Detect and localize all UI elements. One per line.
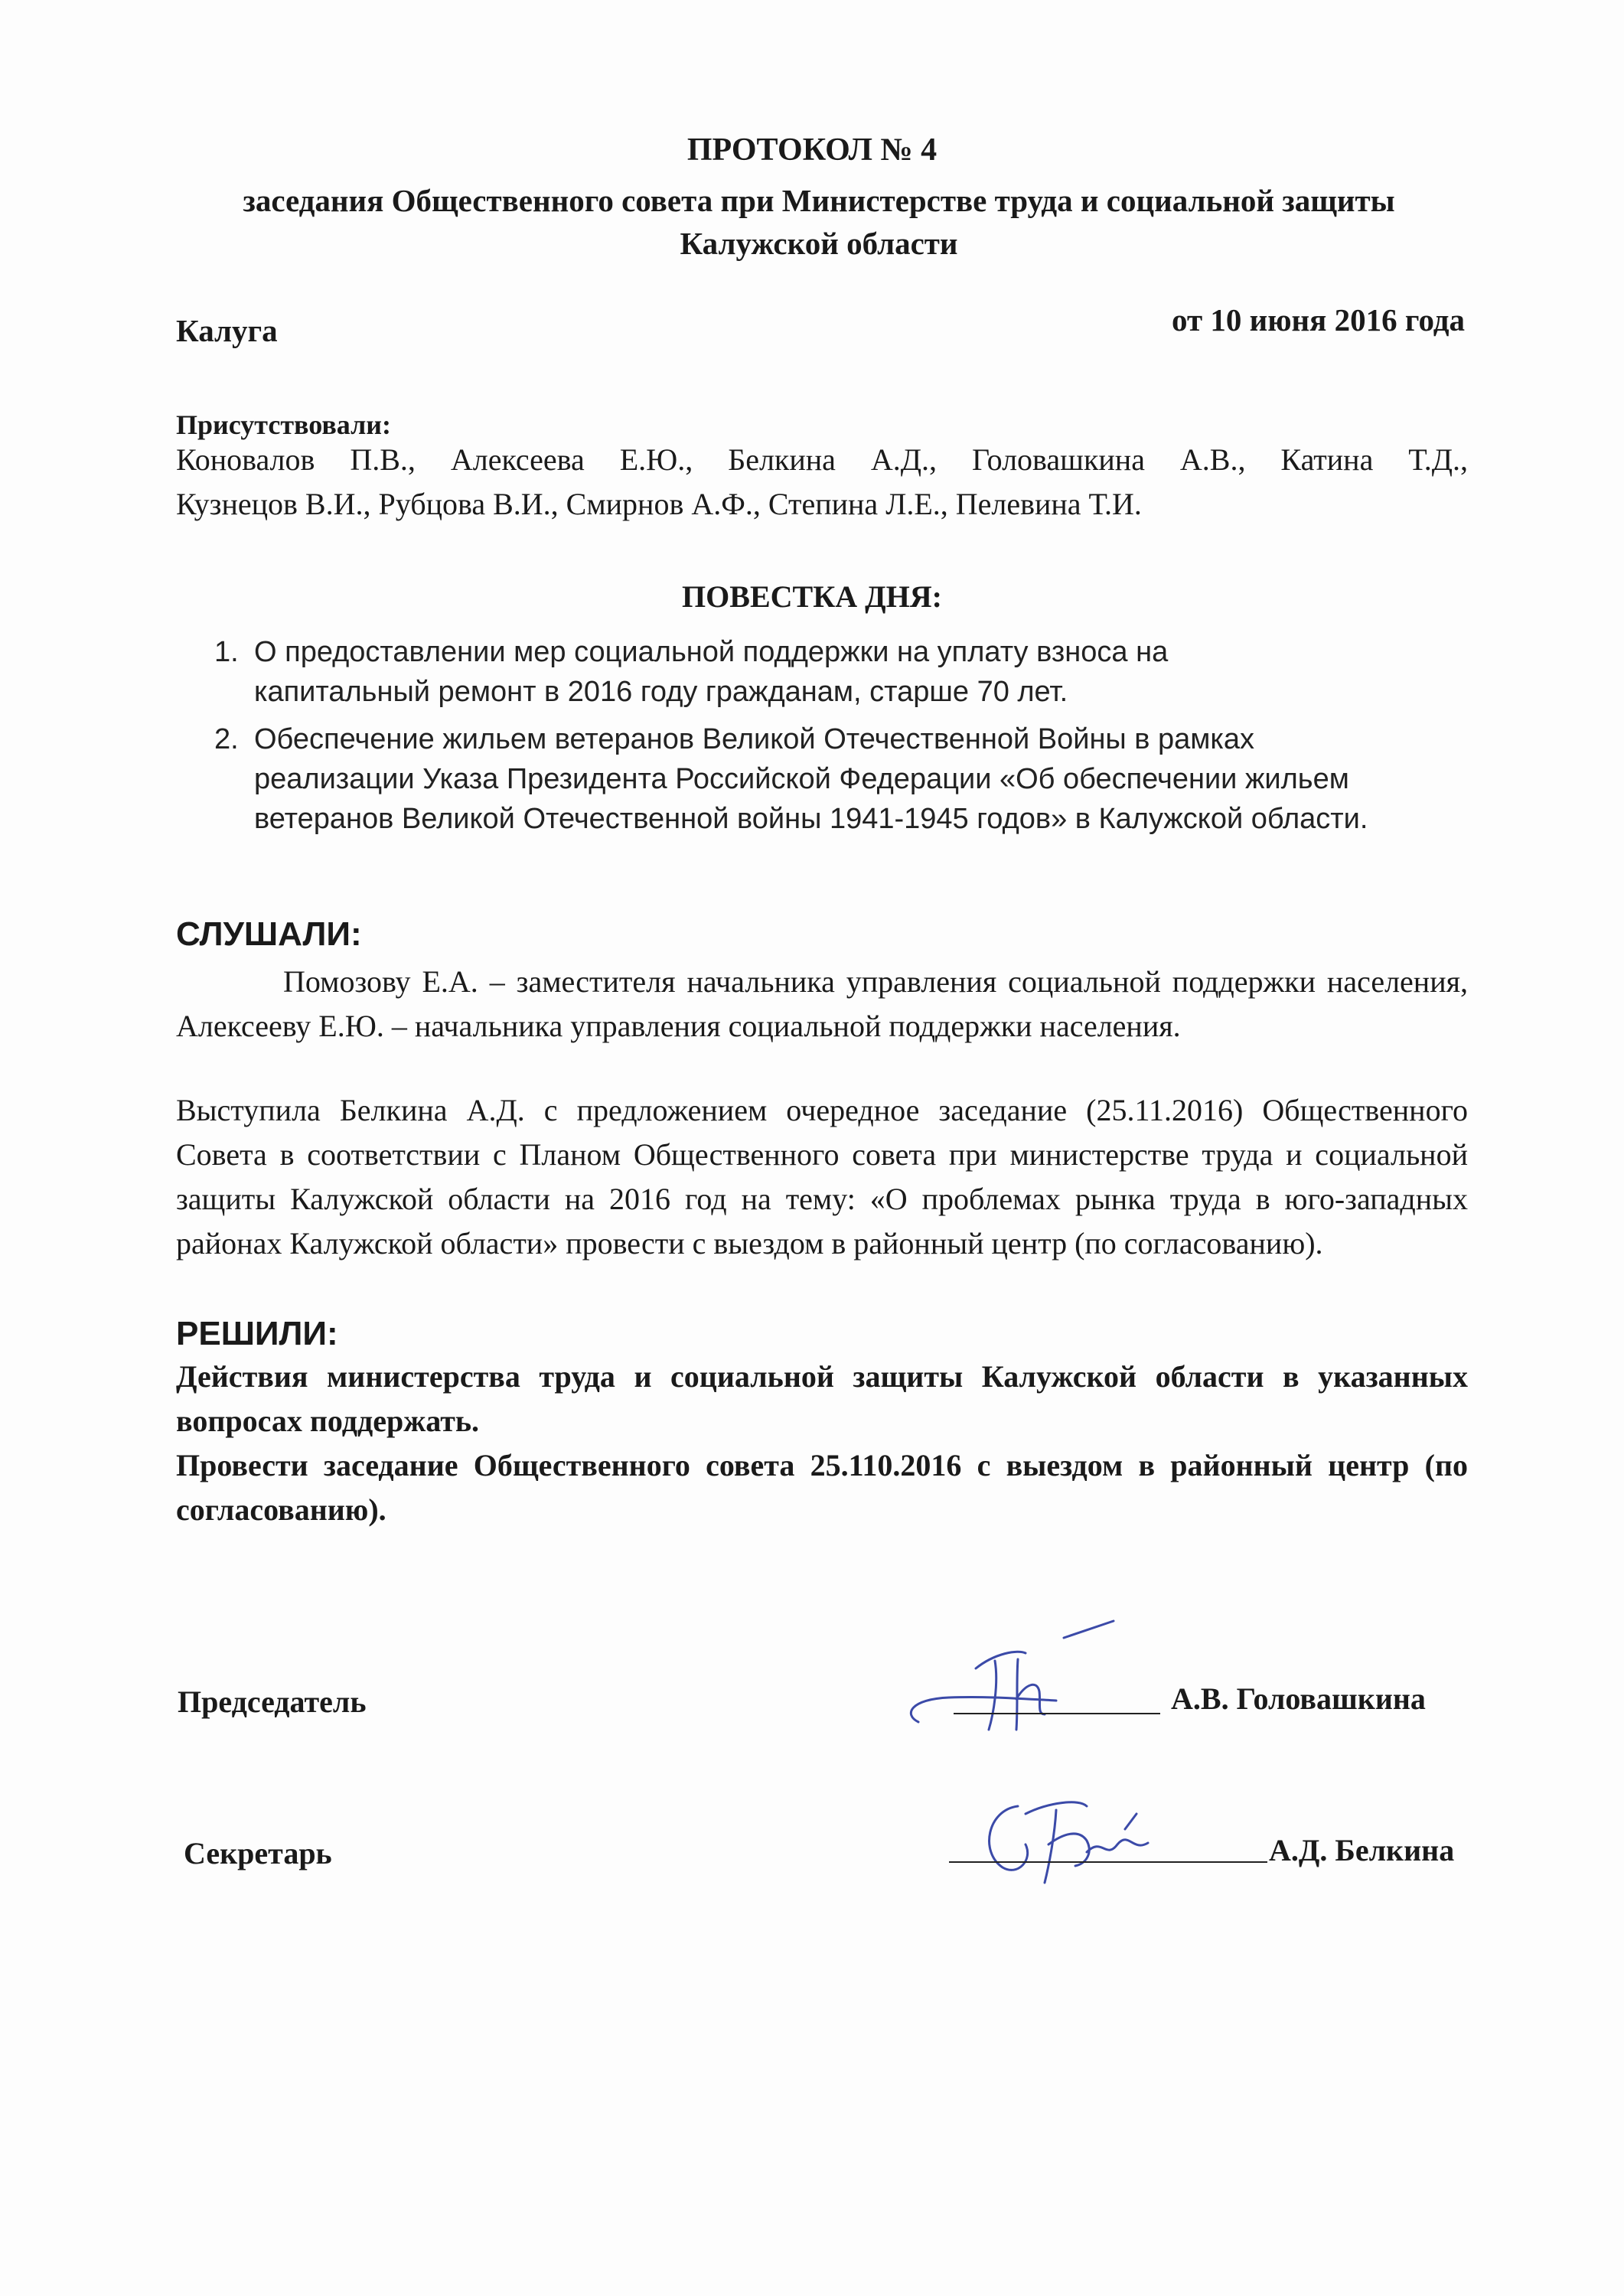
- agenda-item-number: 1.: [214, 636, 239, 668]
- secretary-signature: [972, 1783, 1186, 1906]
- attendance-line-2: Кузнецов В.И., Рубцова В.И., Смирнов А.Ф., Степина Л.Е., Пелевина Т.И.: [176, 487, 1142, 521]
- agenda-title: ПОВЕСТКА ДНЯ:: [682, 579, 942, 614]
- agenda-item: [214, 632, 1469, 712]
- document-subtitle: [138, 179, 1500, 265]
- agenda-item-line: капитальный ремонт в 2016 году гражданам, старше 70 лет.: [254, 676, 1068, 708]
- chair-signature: [903, 1607, 1194, 1745]
- subtitle-line-1: заседания Общественного совета при Министерстве труда и социальной защиты: [243, 183, 1395, 218]
- chair-name: А.В. Головашкина: [1171, 1681, 1426, 1716]
- agenda-item-line: О предоставлении мер социальной поддержки на уплату взноса на: [254, 636, 1169, 668]
- secretary-signature-line: [949, 1861, 1267, 1863]
- agenda-item-line: Обеспечение жильем ветеранов Великой Отечественной Войны в рамках: [254, 723, 1255, 755]
- speech-text: Выступила Белкина А.Д. с предложением очередное заседание (25.11.2016) Общественного Совета в соответствии с Планом Общественного совета при министерстве труда и социальной защиты Калужской области на 2016 год на тему: «О проблемах рынка труда в юго-западных районах Калужской области» провести с выездом в районный центр (по согласованию).: [176, 1093, 1468, 1261]
- decided-heading: РЕШИЛИ:: [176, 1315, 338, 1352]
- document-title: ПРОТОКОЛ № 4: [686, 132, 938, 168]
- meeting-date: от 10 июня 2016 года: [1171, 302, 1465, 338]
- attendance-label: Присутствовали:: [176, 409, 392, 440]
- agenda-list: [214, 632, 1469, 846]
- decision-block: [176, 1355, 1468, 1532]
- chair-role-label: Председатель: [178, 1684, 367, 1719]
- subtitle-line-2: Калужской области: [680, 226, 958, 261]
- agenda-item: [214, 719, 1469, 839]
- attendance-line-1: Коновалов П.В., Алексеева Е.Ю., Белкина А.Д., Головашкина А.В., Катина Т.Д.,: [176, 442, 1468, 477]
- agenda-item-line: ветеранов Великой Отечественной войны 1941-1945 годов» в Калужской области.: [254, 803, 1368, 835]
- heard-heading: СЛУШАЛИ:: [176, 915, 362, 953]
- heard-text: Помозову Е.А. – заместителя начальника управления социальной поддержки населения, Алексееву Е.Ю. – начальника управления социальной поддержки населения.: [176, 964, 1468, 1043]
- agenda-item-number: 2.: [214, 723, 239, 755]
- agenda-item-line: реализации Указа Президента Российской Федерации «Об обеспечении жильем: [254, 763, 1349, 795]
- secretary-role-label: Секретарь: [184, 1836, 332, 1870]
- decision-item: Провести заседание Общественного совета 25.110.2016 с выездом в районный центр (по согласованию).: [176, 1448, 1468, 1527]
- meeting-city: Калуга: [176, 313, 278, 348]
- secretary-name: А.Д. Белкина: [1269, 1833, 1455, 1867]
- attendance-list: [176, 438, 1468, 527]
- chair-signature-line: [954, 1713, 1160, 1714]
- decision-item: Действия министерства труда и социальной защиты Калужской области в указанных вопросах поддержать.: [176, 1359, 1468, 1438]
